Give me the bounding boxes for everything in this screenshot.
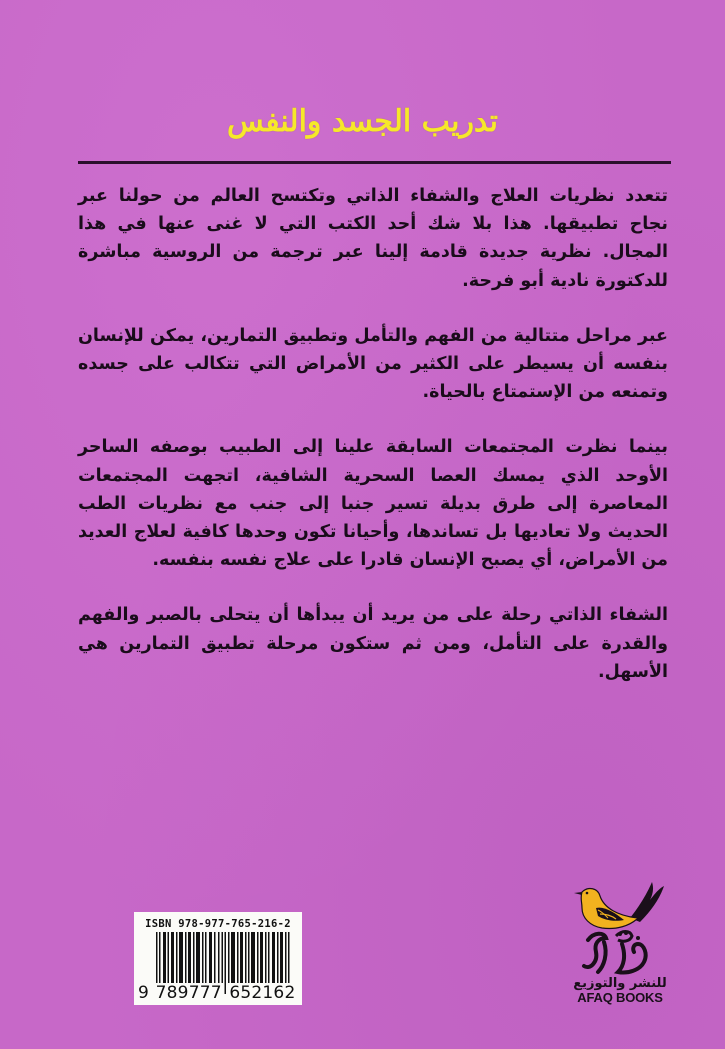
series-title: تدريب الجسد والنفس bbox=[226, 104, 499, 139]
title-divider bbox=[78, 161, 671, 164]
publisher-tagline-arabic: للنشر والتوزيع bbox=[573, 976, 667, 991]
barcode-digit-group-2: 652162 bbox=[229, 983, 296, 1003]
blurb-paragraph-4: الشفاء الذاتي رحلة على من يريد أن يبدأها أن يتحلى بالصبر والفهم والقدرة على التأمل، ومن ثم ستكون مرحلة تطبيق التمارين هي الأسهل. bbox=[78, 605, 668, 682]
isbn-barcode bbox=[134, 912, 302, 1005]
barcode-digit-group-1: 789777 bbox=[155, 983, 222, 1003]
blurb-paragraph-1: تتعدد نظريات العلاج والشفاء الذاتي وتكتسح العالم من حولنا عبر نجاح تطبيقها. هذا بلا شك أحد الكتب التي لا غنى عنها في هذا المجال. نظرية جديدة قادمة إلينا عبر ترجمة من الروسية مباشرة للدكتورة نادية أبو فرحة. bbox=[78, 186, 668, 291]
blurb-paragraph-2: عبر مراحل متتالية من الفهم والتأمل وتطبيق التمارين، يمكن للإنسان بنفسه أن يسيطر على الكثير من الأمراض التي تتكالب على جسده وتمنعه من الإستمتاع بالحياة. bbox=[78, 325, 668, 403]
barcode-digit-first: 9 bbox=[138, 983, 150, 1003]
blurb-text bbox=[78, 182, 668, 713]
barcode-digits bbox=[138, 983, 298, 1003]
blurb-paragraph-3: بينما نظرت المجتمعات السابقة علينا إلى الطبيب بوصفه الساحر الأوحد الذي يمسك العصا السحرية الشافية، اتجهت المجتمعات المعاصرة إلى طرق بديلة تسير جنبا إلى جنب مع نظريات الطب الحديث ولا تعاديها بل تساندها، وأحيانا تكون وحدها كافية لعلاج العديد من الأمراض، أي يصبح الإنسان قادرا على علاج نفسه بنفسه. bbox=[78, 437, 668, 571]
isbn-label: ISBN 978-977-765-216-2 bbox=[145, 918, 291, 930]
publisher-name-latin: AFAQ BOOKS bbox=[577, 990, 663, 1005]
